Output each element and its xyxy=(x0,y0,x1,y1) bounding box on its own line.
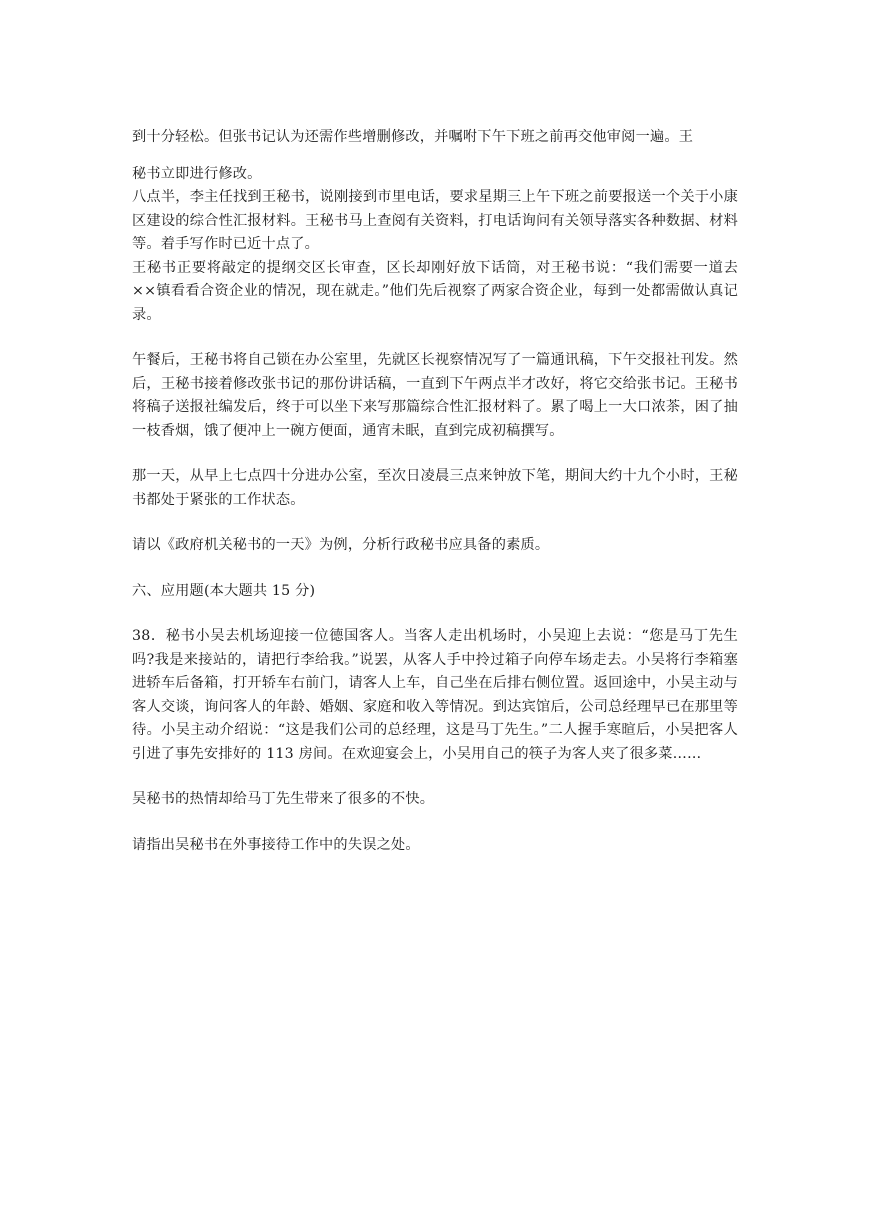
question-38-case: 38．秘书小吴去机场迎接一位德国客人。当客人走出机场时，小吴迎上去说：“您是马丁先生吗?我是来接站的，请把行李给我。”说罢，从客人手中拎过箱子向停车场走去。小吴将行李箱塞进轿车后备箱，打开轿车右前门，请客人上车，自己坐在后排右侧位置。返回途中，小吴主动与客人交谈，询问客人的年龄、婚姻、家庭和收入等情况。到达宾馆后，公司总经理早已在那里等待。小吴主动介绍说：“这是我们公司的总经理，这是马丁先生。”二人握手寒暄后，小吴把客人引进了事先安排好的 113 房间。在欢迎宴会上，小吴用自己的筷子为客人夹了很多菜…… xyxy=(132,628,738,762)
paragraph-discomfort: 吴秘书的热情却给马丁先生带来了很多的不快。 xyxy=(132,791,435,807)
paragraph-revision: 秘书立即进行修改。 xyxy=(132,165,262,182)
paragraph-district-head: 王秘书正要将敲定的提纲交区长审查，区长却刚好放下话筒，对王秘书说：“我们需要一道去××镇看看合资企业的情况，现在就走。”他们先后视察了两家合资企业，每到一处都需做认真记录。 xyxy=(132,259,738,323)
document-page xyxy=(132,126,738,857)
section-heading: 六、应用题(本大题共 15 分) xyxy=(132,582,316,599)
paragraph-half-past-eight: 八点半，李主任找到王秘书，说刚接到市里电话，要求星期三上午下班之前要报送一个关于小康区建设的综合性汇报材料。王秘书马上查阅有关资料，打电话询问有关领导落实各种数据、材料等。着手写作时已近十点了。 xyxy=(132,189,738,252)
question-37-prompt: 请以《政府机关秘书的一天》为例，分析行政秘书应具备的素质。 xyxy=(132,537,550,553)
paragraph-continuation: 到十分轻松。但张书记认为还需作些增删修改，并嘱咐下午下班之前再交他审阅一遍。王 xyxy=(132,129,694,145)
paragraph-that-day: 那一天，从早上七点四十分进办公室，至次日凌晨三点来钟放下笔，期间大约十九个小时，王秘书都处于紧张的工作状态。 xyxy=(132,468,738,508)
paragraph-after-lunch: 午餐后，王秘书将自己锁在办公室里，先就区长视察情况写了一篇通讯稿，下午交报社刊发。然后，王秘书接着修改张书记的那份讲话稿，一直到下午两点半才改好，将它交给张书记。王秘书将稿子送报社编发后，终于可以坐下来写那篇综合性汇报材料了。累了喝上一大口浓茶，困了抽一枝香烟，饿了便冲上一碗方便面，通宵未眠，直到完成初稿撰写。 xyxy=(132,352,738,439)
question-38-prompt: 请指出吴秘书在外事接待工作中的失误之处。 xyxy=(132,836,420,853)
